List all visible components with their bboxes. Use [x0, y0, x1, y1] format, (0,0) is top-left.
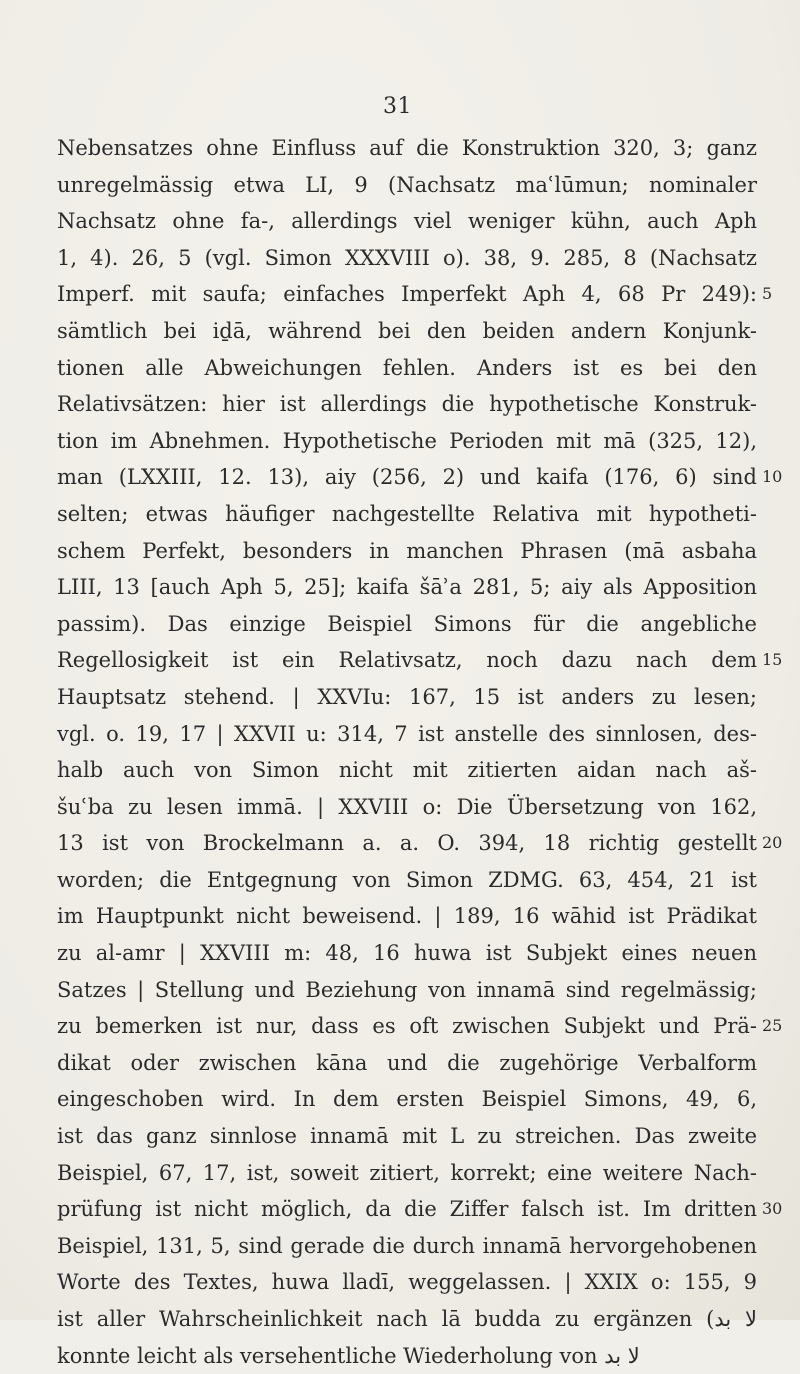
line-text: ist das ganz sinnlose innamā mit L zu streichen. Das zweite — [57, 1124, 757, 1149]
line-text: selten; etwas häufiger nachgestellte Relativa mit hypotheti- — [57, 501, 757, 526]
text-line — [57, 716, 757, 753]
text-line — [57, 386, 757, 423]
line-text: sämtlich bei iḏā, während bei den beiden andern Konjunk- — [57, 318, 757, 343]
line-number: 15 — [762, 650, 783, 670]
line-text: Regellosigkeit ist ein Relativsatz, noch dazu nach dem — [57, 648, 757, 673]
text-line — [57, 203, 757, 240]
line-text: worden; die Entgegnung von Simon ZDMG. 63, 454, 21 ist — [57, 867, 757, 892]
text-line — [57, 167, 757, 204]
text-line — [57, 350, 757, 387]
line-text: Nebensatzes ohne Einfluss auf die Konstruktion 320, 3; ganz — [57, 136, 757, 160]
text-line — [57, 1338, 757, 1374]
text-line — [57, 459, 783, 496]
text-line — [57, 130, 757, 167]
text-line — [57, 935, 757, 972]
line-number: 10 — [762, 467, 783, 487]
text-line — [57, 1228, 757, 1265]
text-line — [57, 1045, 757, 1082]
line-text: passim). Das einzige Beispiel Simons für die angebliche — [57, 611, 757, 636]
line-text: Beispiel, 131, 5, sind gerade die durch innamā hervorgehobenen — [57, 1233, 757, 1258]
line-text: 13 ist von Brockelmann a. a. O. 394, 18 richtig gestellt — [57, 831, 757, 856]
text-line — [57, 313, 757, 350]
text-line — [57, 533, 757, 570]
line-text: dikat oder zwischen kāna und die zugehörige Verbalform — [57, 1050, 757, 1075]
line-text: Worte des Textes, huwa lladī, weggelassen. | XXIX o: 155, 9 — [57, 1270, 757, 1295]
line-text: konnte leicht als versehentliche Wiederholung von لا بد — [57, 1343, 640, 1368]
text-line — [57, 825, 783, 862]
text-line — [57, 642, 783, 679]
line-text: 1, 4). 26, 5 (vgl. Simon XXXVIII o). 38, 9. 285, 8 (Nachsatz — [57, 245, 757, 270]
line-text: Nachsatz ohne fa-, allerdings viel weniger kühn, auch Aph — [57, 209, 757, 234]
line-text: Beispiel, 67, 17, ist, soweit zitiert, korrekt; eine weitere Nach- — [57, 1160, 757, 1185]
line-number: 25 — [762, 1016, 783, 1036]
line-text: Satzes | Stellung und Beziehung von innamā sind regelmässig; — [57, 977, 757, 1002]
line-text: LIII, 13 [auch Aph 5, 25]; kaifa šāʾa 281, 5; aiy als Apposition — [57, 575, 757, 600]
text-line — [57, 1264, 757, 1301]
line-text: tion im Abnehmen. Hypothetische Perioden mit mā (325, 12), — [57, 428, 757, 453]
text-line — [57, 679, 757, 716]
text-line — [57, 752, 757, 789]
line-text: Hauptsatz stehend. | XXVIu: 167, 15 ist anders zu lesen; — [57, 684, 757, 709]
line-text: tionen alle Abweichungen fehlen. Anders ist es bei den — [57, 355, 757, 380]
text-line — [57, 423, 757, 460]
text-line — [57, 240, 757, 277]
line-text: Relativsätzen: hier ist allerdings die hypothetische Konstruk- — [57, 392, 757, 417]
text-line — [57, 1155, 757, 1192]
line-text: ist aller Wahrscheinlichkeit nach lā budda zu ergänzen (لا بد — [57, 1307, 757, 1331]
line-text: zu bemerken ist nur, dass es oft zwischen Subjekt und Prä- — [57, 1014, 757, 1039]
text-line — [57, 1301, 757, 1338]
line-number: 30 — [762, 1199, 783, 1219]
text-line — [57, 862, 757, 899]
text-line — [57, 898, 757, 935]
text-line — [57, 276, 773, 313]
line-text: schem Perfekt, besonders in manchen Phrasen (mā asbaha — [57, 538, 757, 563]
line-text: vgl. o. 19, 17 | XXVII u: 314, 7 ist anstelle des sinnlosen, des- — [57, 721, 757, 746]
body-text — [57, 130, 783, 1374]
line-number: 20 — [762, 833, 783, 853]
line-text: unregelmässig etwa LI, 9 (Nachsatz maʿlūmun; nominaler — [57, 172, 757, 197]
line-text: eingeschoben wird. In dem ersten Beispiel Simons, 49, 6, — [57, 1087, 757, 1112]
text-line — [57, 1118, 757, 1155]
text-line — [57, 789, 757, 826]
line-text: zu al-amr | XXVIII m: 48, 16 huwa ist Subjekt eines neuen — [57, 941, 757, 966]
text-line — [57, 1081, 757, 1118]
line-number: 5 — [762, 284, 773, 304]
text-line — [57, 569, 757, 606]
line-text: prüfung ist nicht möglich, da die Ziffer falsch ist. Im dritten — [57, 1197, 757, 1222]
page-number: 31 — [383, 94, 412, 119]
text-line — [57, 496, 757, 533]
text-line — [57, 1008, 783, 1045]
line-text: šuʿba zu lesen immā. | XXVIII o: Die Übersetzung von 162, — [57, 794, 757, 819]
text-line — [57, 606, 757, 643]
text-line — [57, 972, 757, 1009]
line-text: im Hauptpunkt nicht beweisend. | 189, 16 wāhid ist Prädikat — [57, 904, 757, 929]
line-text: halb auch von Simon nicht mit zitierten aidan nach aš- — [57, 758, 757, 783]
text-line — [57, 1191, 783, 1228]
line-text: Imperf. mit saufa; einfaches Imperfekt Aph 4, 68 Pr 249): — [57, 282, 757, 307]
line-text: man (LXXIII, 12. 13), aiy (256, 2) und kaifa (176, 6) sind — [57, 465, 757, 490]
